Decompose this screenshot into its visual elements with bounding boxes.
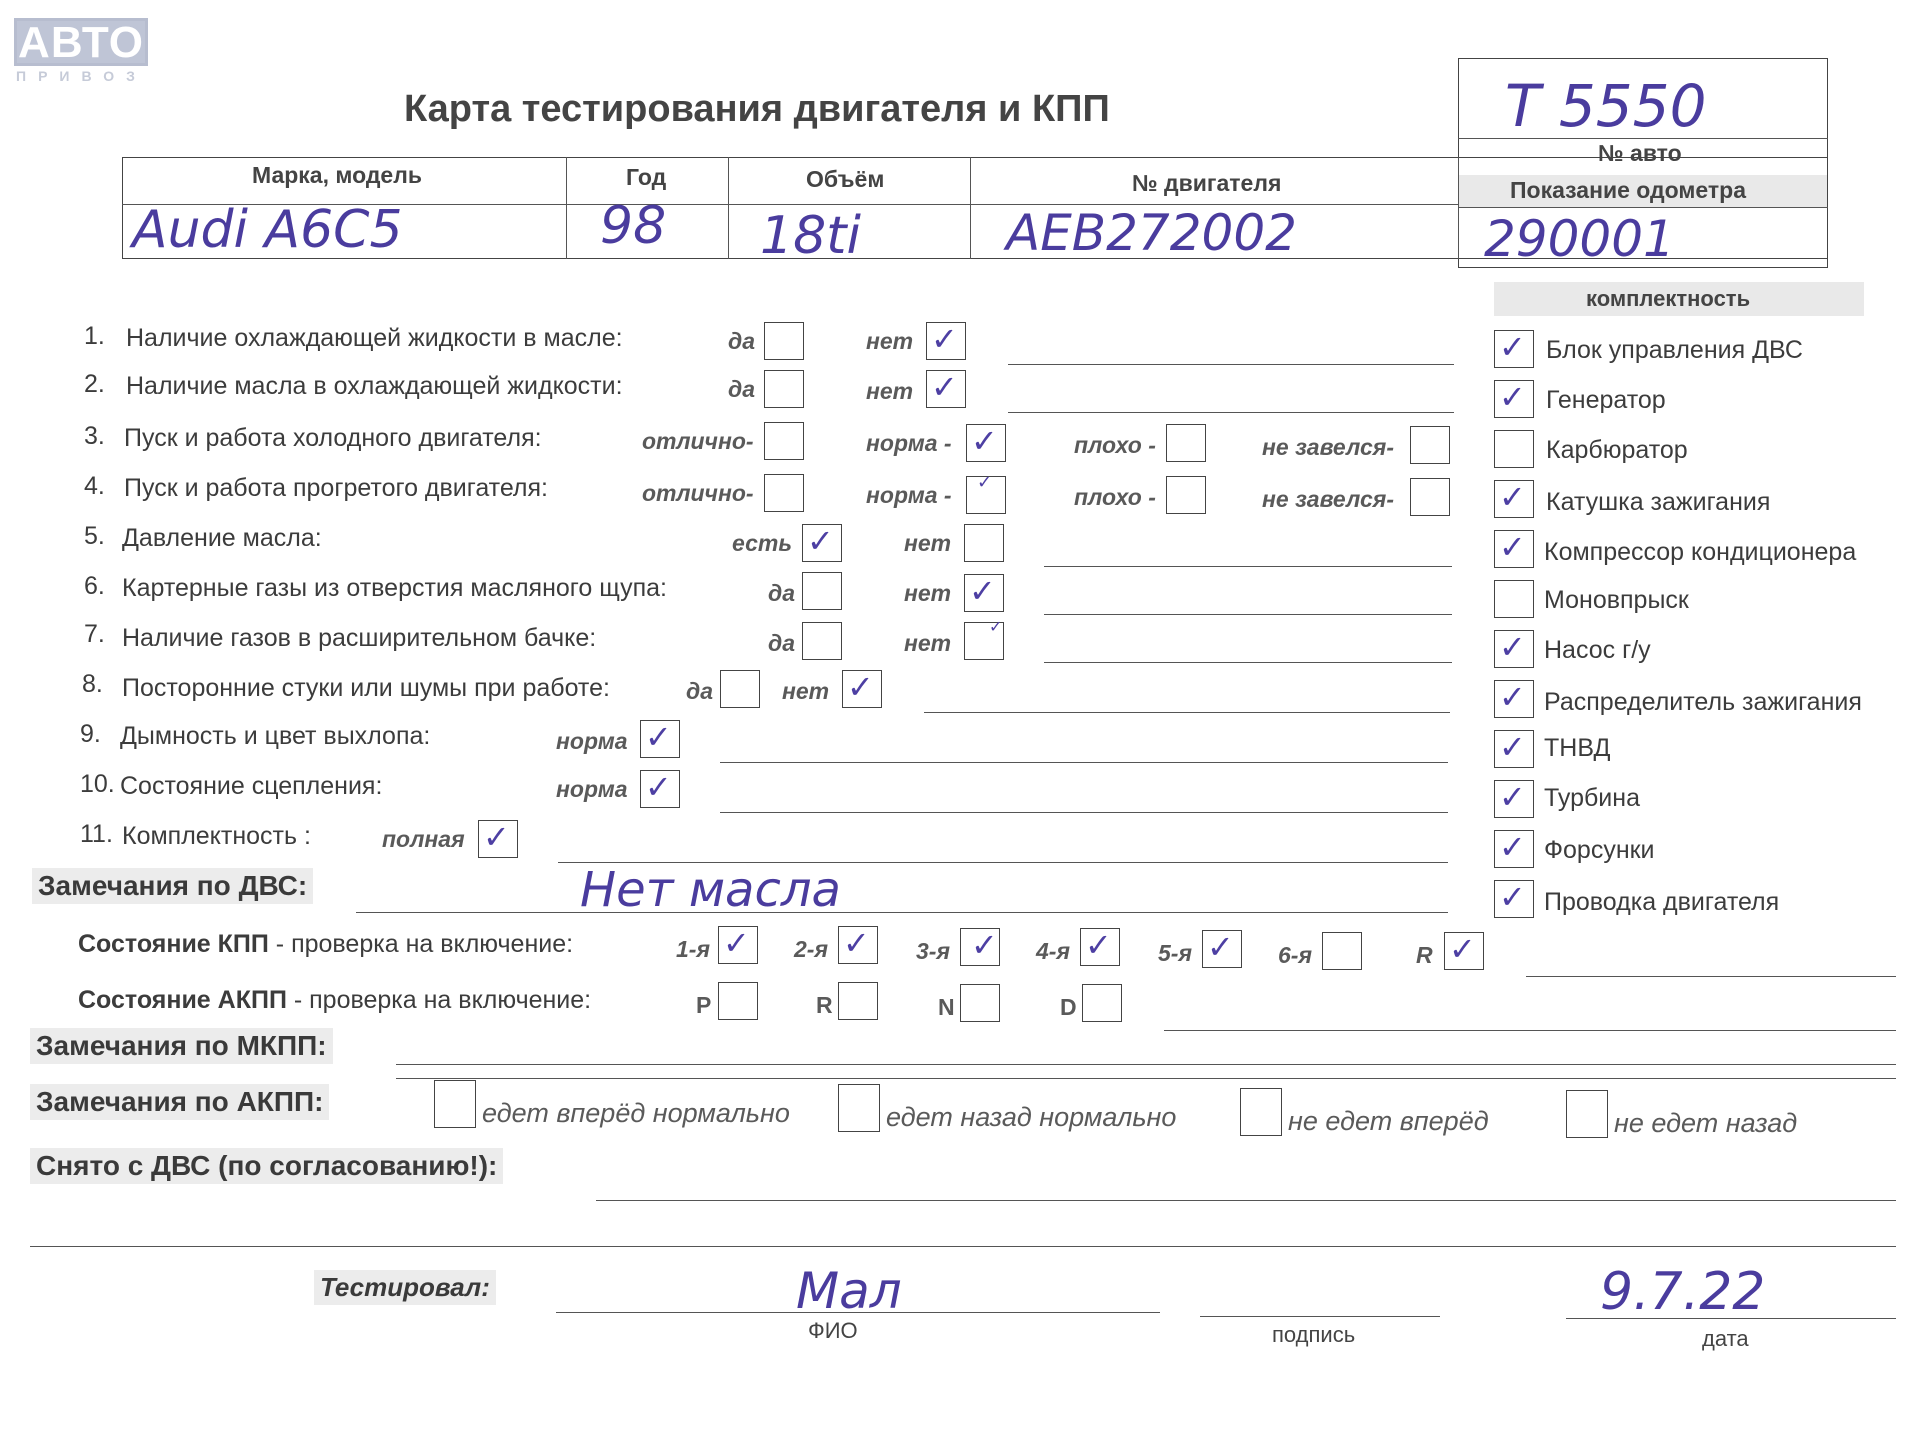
row-label: Дымность и цвет выхлопа: (120, 722, 431, 750)
caption-signature: подпись (1272, 1322, 1356, 1347)
caption-fio: ФИО (808, 1318, 858, 1343)
row-option: не завелся- (1262, 434, 1394, 460)
odometer-label: Показание одометра (1510, 177, 1746, 203)
row-option: плохо - (1074, 432, 1156, 458)
mkpp-remarks-label: Замечания по МКПП: (30, 1028, 333, 1064)
test-date: 9.7.22 (1600, 1262, 1766, 1322)
kit-checkbox-engine-wiring[interactable]: ✓ (1494, 880, 1534, 918)
row-option: отлично- (642, 480, 754, 506)
row5-yes-checkbox[interactable]: ✓ (802, 524, 842, 562)
row-number: 10. (80, 770, 115, 798)
page-title: Карта тестирования двигателя и КПП (404, 88, 1110, 130)
gear-label: 6-я (1278, 942, 1312, 968)
row-option: да (728, 328, 756, 354)
row5-no-checkbox[interactable] (964, 524, 1004, 562)
brand-label: Марка, модель (252, 162, 422, 188)
gear-3-checkbox[interactable]: ✓ (960, 928, 1000, 966)
volume-label: Объём (806, 166, 885, 192)
row-option: да (768, 630, 796, 656)
gear-5-checkbox[interactable]: ✓ (1202, 930, 1242, 968)
row-option: норма (556, 728, 628, 754)
row-number: 4. (84, 472, 105, 500)
year-label: Год (626, 164, 667, 190)
row1-yes-checkbox[interactable] (764, 322, 804, 360)
odometer-value: 290001 (1484, 210, 1675, 268)
row-number: 1. (84, 322, 105, 350)
row11-full-checkbox[interactable]: ✓ (478, 820, 518, 858)
akpp-option-label: не едет вперёд (1288, 1106, 1489, 1136)
row-label: Состояние сцепления: (120, 772, 383, 800)
akpp-no-forward-checkbox[interactable] (1240, 1088, 1282, 1136)
gear-6-checkbox[interactable] (1322, 932, 1362, 970)
row-number: 8. (82, 670, 103, 698)
kit-item-label: Проводка двигателя (1544, 888, 1780, 916)
kit-item-label: Форсунки (1544, 836, 1655, 864)
akpp-option-label: едет вперёд нормально (482, 1098, 790, 1128)
row-label: Наличие охлаждающей жидкости в масле: (126, 324, 623, 352)
akpp-d-checkbox[interactable] (1082, 984, 1122, 1022)
row-label: Картерные газы из отверстия масляного щупа: (122, 574, 667, 602)
row-label: Давление масла: (122, 524, 322, 552)
kit-item-label: ТНВД (1544, 734, 1611, 762)
row-number: 5. (84, 522, 105, 550)
row-option: есть (732, 530, 792, 556)
kit-item-label: Карбюратор (1546, 436, 1688, 464)
row3-excellent-checkbox[interactable] (764, 422, 804, 460)
kit-checkbox-generator[interactable]: ✓ (1494, 380, 1534, 418)
row4-excellent-checkbox[interactable] (764, 474, 804, 512)
tester-signature: Мал (796, 1262, 902, 1320)
row6-no-checkbox[interactable]: ✓ (964, 574, 1004, 612)
kit-checkbox-carburetor[interactable] (1494, 430, 1534, 468)
logo: АВТО (14, 18, 148, 66)
row-option: нет (782, 678, 830, 704)
row-option: норма - (866, 482, 952, 508)
akpp-p-checkbox[interactable] (718, 982, 758, 1020)
akpp-forward-ok-checkbox[interactable] (434, 1080, 476, 1128)
row-number: 9. (80, 720, 101, 748)
row4-normal-checkbox[interactable]: ✓ (966, 476, 1006, 514)
row-number: 2. (84, 370, 105, 398)
row-option: нет (904, 630, 952, 656)
kit-item-label: Генератор (1546, 386, 1666, 414)
kit-checkbox-turbo[interactable]: ✓ (1494, 780, 1534, 818)
engine-number-label: № двигателя (1132, 170, 1282, 196)
gear-4-checkbox[interactable]: ✓ (1080, 928, 1120, 966)
gear-r-checkbox[interactable]: ✓ (1444, 932, 1484, 970)
row1-no-checkbox[interactable]: ✓ (926, 322, 966, 360)
gear-label: 5-я (1158, 940, 1192, 966)
akpp-mode-label: N (938, 994, 955, 1020)
akpp-option-label: не едет назад (1614, 1108, 1798, 1138)
kit-checkbox-distributor[interactable]: ✓ (1494, 680, 1534, 718)
akpp-n-checkbox[interactable] (960, 984, 1000, 1022)
row-option: норма (556, 776, 628, 802)
row-option: да (686, 678, 714, 704)
gear-label: R (1416, 942, 1433, 968)
row-number: 6. (84, 572, 105, 600)
row10-normal-checkbox[interactable]: ✓ (640, 770, 680, 808)
kit-checkbox-injectors[interactable]: ✓ (1494, 830, 1534, 868)
kit-checkbox-ac-compressor[interactable]: ✓ (1494, 530, 1534, 568)
logo-subtitle: ПРИВОЗ (16, 68, 147, 84)
row-option: нет (904, 580, 952, 606)
engine-remarks-value: Нет масла (580, 862, 841, 918)
row-number: 11. (80, 820, 113, 848)
stock-number-value: Т 5550 (1505, 72, 1707, 140)
akpp-label: Состояние АКПП - проверка на включение: (78, 986, 592, 1014)
row-option: плохо - (1074, 484, 1156, 510)
row-option: да (768, 580, 796, 606)
akpp-mode-label: R (816, 992, 833, 1018)
row-option: отлично- (642, 428, 754, 454)
row-option: норма - (866, 430, 952, 456)
akpp-mode-label: D (1060, 994, 1077, 1020)
row2-no-checkbox[interactable]: ✓ (926, 370, 966, 408)
row-label: Наличие газов в расширительном бачке: (122, 624, 597, 652)
row3-normal-checkbox[interactable]: ✓ (966, 424, 1006, 462)
akpp-option-label: едет назад нормально (886, 1102, 1177, 1132)
kit-checkbox-ecu[interactable]: ✓ (1494, 330, 1534, 368)
gear-2-checkbox[interactable]: ✓ (838, 926, 878, 964)
row-number: 3. (84, 422, 105, 450)
row8-no-checkbox[interactable]: ✓ (842, 670, 882, 708)
engine-remarks-label: Замечания по ДВС: (32, 868, 313, 904)
stock-label: № авто (1598, 140, 1682, 166)
gear-1-checkbox[interactable]: ✓ (718, 926, 758, 964)
row-option: да (728, 376, 756, 402)
row-number: 7. (84, 620, 105, 648)
tested-by-label: Тестировал: (314, 1270, 496, 1305)
gear-label: 4-я (1036, 938, 1070, 964)
row7-yes-checkbox[interactable] (802, 622, 842, 660)
kit-item-label: Компрессор кондиционера (1544, 538, 1857, 566)
kit-checkbox-mono-injection[interactable] (1494, 580, 1534, 618)
removed-label: Снято с ДВС (по согласованию!): (30, 1148, 503, 1184)
row-label: Посторонние стуки или шумы при работе: (122, 674, 610, 702)
kit-item-label: Блок управления ДВС (1546, 336, 1803, 364)
row-option: не завелся- (1262, 486, 1394, 512)
row-option: нет (866, 328, 914, 354)
year-value: 98 (600, 196, 667, 256)
row-option: нет (866, 378, 914, 404)
row9-normal-checkbox[interactable]: ✓ (640, 720, 680, 758)
row4-no-start-checkbox[interactable] (1410, 478, 1450, 516)
kit-title: комплектность (1586, 286, 1751, 311)
row-label: Пуск и работа холодного двигателя: (124, 424, 542, 452)
row3-bad-checkbox[interactable] (1166, 424, 1206, 462)
row-label: Комплектность : (122, 822, 311, 850)
gear-label: 1-я (676, 936, 710, 962)
row4-bad-checkbox[interactable] (1166, 476, 1206, 514)
kit-item-label: Распределитель зажигания (1544, 688, 1862, 716)
kit-item-label: Насос г/у (1544, 636, 1651, 664)
akpp-no-reverse-checkbox[interactable] (1566, 1090, 1608, 1138)
row-option: полная (382, 826, 465, 852)
row-option: нет (904, 530, 952, 556)
kit-checkbox-injection-pump[interactable]: ✓ (1494, 730, 1534, 768)
akpp-remarks-label: Замечания по АКПП: (30, 1084, 329, 1120)
kpp-label: Состояние КПП - проверка на включение: (78, 930, 574, 958)
row-label: Наличие масла в охлаждающей жидкости: (126, 372, 623, 400)
kit-item-label: Турбина (1544, 784, 1640, 812)
row8-yes-checkbox[interactable] (720, 670, 760, 708)
engine-number-value: AEB272002 (1006, 204, 1297, 262)
gear-label: 3-я (916, 938, 950, 964)
row7-no-checkbox[interactable]: ✓ (964, 622, 1004, 660)
caption-date: дата (1702, 1326, 1749, 1351)
kit-checkbox-ignition-coil[interactable]: ✓ (1494, 480, 1534, 518)
row6-yes-checkbox[interactable] (802, 572, 842, 610)
volume-value: 18ti (760, 206, 862, 266)
row-label: Пуск и работа прогретого двигателя: (124, 474, 548, 502)
kit-item-label: Моновпрыск (1544, 586, 1689, 614)
kit-item-label: Катушка зажигания (1546, 488, 1771, 516)
row3-no-start-checkbox[interactable] (1410, 426, 1450, 464)
brand-value: Audi A6C5 (132, 200, 403, 260)
row2-yes-checkbox[interactable] (764, 370, 804, 408)
akpp-reverse-ok-checkbox[interactable] (838, 1084, 880, 1132)
akpp-r-checkbox[interactable] (838, 982, 878, 1020)
kit-checkbox-power-steering-pump[interactable]: ✓ (1494, 630, 1534, 668)
akpp-mode-label: P (696, 992, 712, 1018)
gear-label: 2-я (794, 936, 828, 962)
